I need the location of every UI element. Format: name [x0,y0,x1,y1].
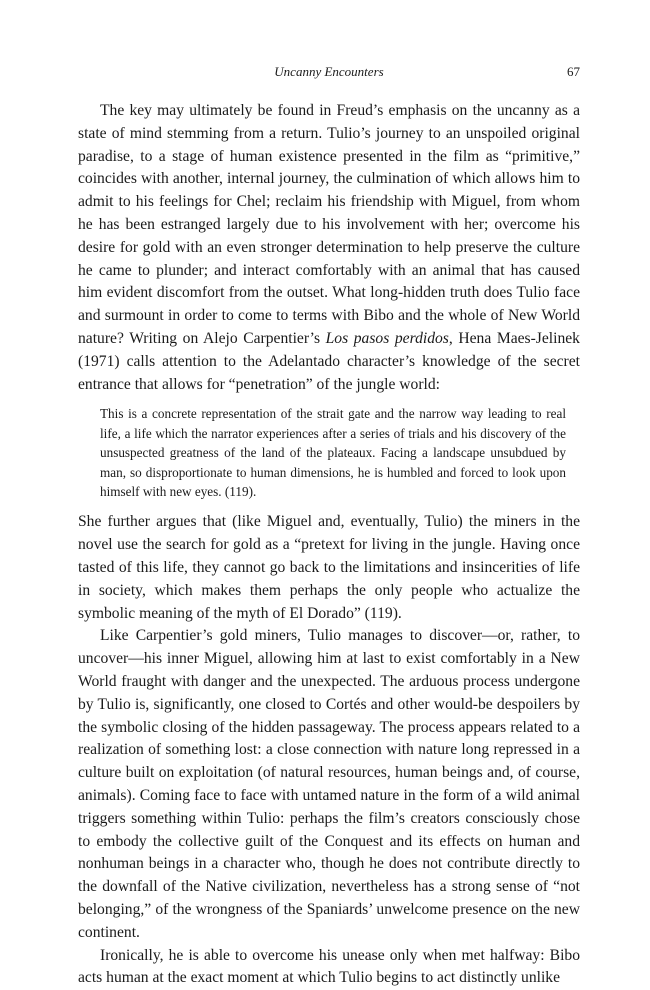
paragraph-1 [78,100,580,396]
running-head [78,64,580,86]
paragraph-1-part-2: , Hena Maes-Jelinek (1971) calls attention to the Adelantado character’s knowledge of the secret entrance that allows for “penetration” of the jungle world: [78,329,580,393]
block-quote-text: This is a concrete representation of the strait gate and the narrow way leading to real life, a life which the narrator experiences after a series of trials and his discovery of the unsuspected greatness of the land of the plateaux. Facing a landscape unsubdued by man, so disproportionate to human dimensions, he is humbled and forced to look upon himself with new eyes. (119). [100,406,566,499]
paragraph-4: Ironically, he is able to overcome his unease only when met halfway: Bibo acts human at the exact moment at which Tulio begins to act distinctly unlike [78,946,580,987]
paragraph-3: Like Carpentier’s gold miners, Tulio manages to discover—or, rather, to uncover—his inner Miguel, allowing him at last to exist comfortably in a New World fraught with danger and the unexpected. The arduous process undergone by Tulio is, significantly, one closed to Cortés and other would-be despoilers by the symbolic closing of the hidden passageway. The process appears related to a realization of something lost: a close connection with nature long repressed in a culture built on exploitation (of natural resources, human beings and, of course, animals). Coming face to face with untamed nature in the form of a wild animal triggers something within Tulio: perhaps the film’s creators consciously chose to embody the collective guilt of the Conquest and its effects on human and nonhuman beings in a character who, though he does not contribute directly to the downfall of the Native civilization, nevertheless has a strong sense of “not belonging,” of the wrongness of the Spaniards’ unwelcome presence on the new continent. [78,627,580,941]
paragraph-1-part-1: The key may ultimately be found in Freud’s emphasis on the uncanny as a state of mind stemming from a return. Tulio’s journey to an unspoiled original paradise, to a stage of human existence presented in the film as “primitive,” coincides with another, internal journey, the culmination of which allows him to admit to his feelings for Chel; reclaim his friendship with Miguel, from whom he has been estranged largely due to his involvement with her; overcome his desire for gold with an even stronger determination to help preserve the culture he came to plunder; and interact comfortably with an animal that has caused him evident discomfort from the outset. What long-hidden truth does Tulio face and surmount in order to come to terms with Bibo and the whole of New World nature? Writing on Alejo Carpentier’s [78,102,580,347]
page-number: 67 [567,64,580,79]
book-page [78,64,580,990]
running-title: Uncanny Encounters [274,64,384,79]
body-text [78,100,580,990]
book-title: Los pasos perdidos [325,329,449,347]
block-quote [100,404,566,501]
paragraph-2: She further argues that (like Miguel and, eventually, Tulio) the miners in the novel use the search for gold as a “pretext for living in the jungle. Having once tasted of this life, they cannot go back to the limitations and insincerities of life in society, which makes them perhaps the only people who actualize the symbolic meaning of the myth of El Dorado” (119). [78,513,580,622]
